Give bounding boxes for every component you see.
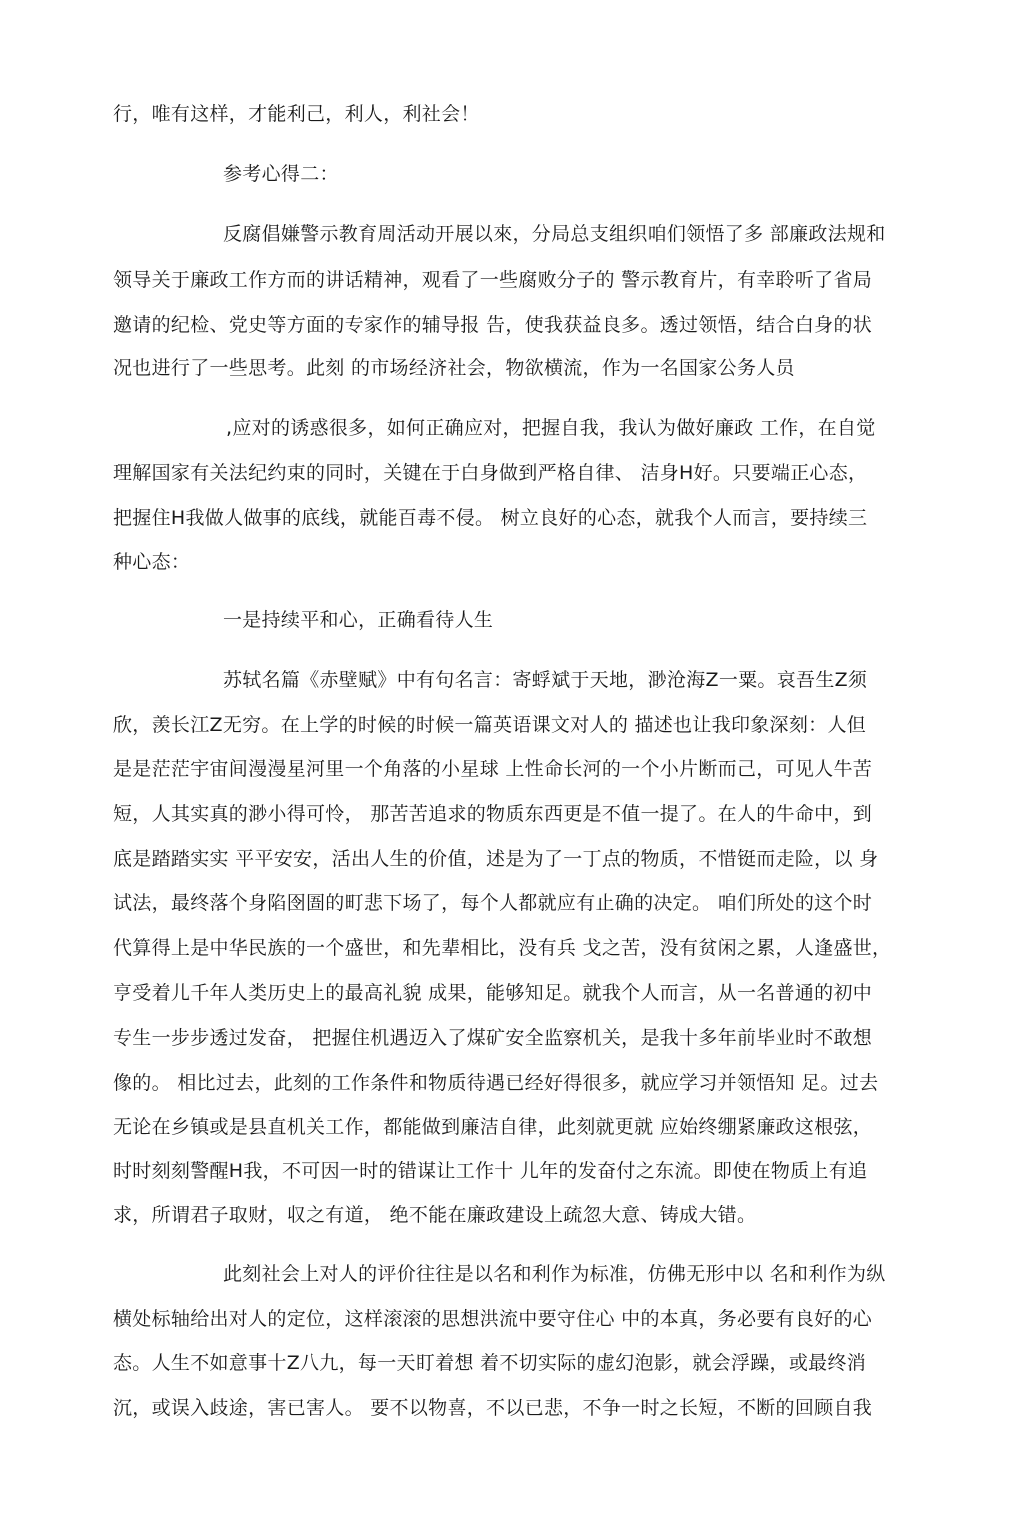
text-line: 邀请的纪检、党史等方面的专家作的辅导报 告，使我获益良多。透过领悟，结合白身的状 bbox=[113, 314, 873, 336]
text-line: 苏轼名篇《赤壁赋》中有句名言：寄蜉斌于天地，渺沧海Z一粟。哀吾生Z须 bbox=[223, 669, 868, 691]
text-line: 像的。 相比过去，此刻的工作条件和物质待遇已经好得很多，就应学习并领悟知 足。过去 bbox=[113, 1072, 879, 1094]
text-line: 时时刻刻警醒H我，不可因一时的错谋让工作十 儿年的发奋付之东流。即使在物质上有追 bbox=[113, 1160, 868, 1182]
text-line: 反腐倡嫌警示教育周活动开展以來，分局总支组织咱们领悟了多 部廉政法规和 bbox=[223, 223, 886, 245]
text-line: 把握住H我做人做事的底线，就能百毒不侵。 树立良好的心态，就我个人而言，要持续三 bbox=[113, 507, 868, 529]
text-line: 种心态： bbox=[113, 551, 191, 573]
text-line: 欣，羡长江Z无穷。在上学的时候的时候一篇英语课文对人的 描述也让我印象深刻：人但 bbox=[113, 714, 867, 736]
text-line: 代算得上是中华民族的一个盛世，和先辈相比，没有兵 戈之苦，没有贫闲之累，人逢盛世， bbox=[113, 937, 892, 959]
section-heading: 参考心得二： bbox=[223, 163, 339, 185]
text-line: 亨受着儿千年人类历史上的最高礼貌 成果，能够知足。就我个人而言，从一名普通的初中 bbox=[113, 982, 873, 1004]
text-line: 专生一步步透过发奋， 把握住机遇迈入了煤矿安全监察机关，是我十多年前毕业时不敢想 bbox=[113, 1027, 873, 1049]
text-line: 是是茫茫宇宙间漫漫星河里一个角落的小星球 上性命长河的一个小片断而己，可见人牛苦 bbox=[113, 758, 873, 780]
text-line: ,应对的诱惑很多，如何正确应对，把握自我，我认为做好廉政 工作，在自觉 bbox=[226, 417, 876, 439]
text-line: 此刻社会上对人的评价往往是以名和利作为标准，仿佛无形中以 名和利作为纵 bbox=[223, 1263, 886, 1285]
text-line: 沉，或误入歧途，害已害人。 要不以物喜，不以已悲，不争一时之长短，不断的回顾自我 bbox=[113, 1397, 873, 1419]
text-line: 态。人生不如意事十Z八九，每一天盯着想 着不切实际的虚幻泡影，就会浮躁，或最终消 bbox=[113, 1352, 867, 1374]
text-line: 无论在乡镇或是县直机关工作，都能做到廉洁自律，此刻就更就 应始终绷紧廉政这根弦， bbox=[113, 1116, 873, 1138]
text-line: 横处标轴给出对人的定位，这样滚滚的思想洪流中要守住心 中的本真，务必要有良好的心 bbox=[113, 1308, 873, 1330]
text-line: 理解国家有关法纪约束的同时，关键在于白身做到严格自律、 洁身H好。只要端正心态， bbox=[113, 462, 868, 484]
text-line: 试法，最终落个身陷囹圄的町悲下场了，每个人都就应有止确的决定。 咱们所处的这个时 bbox=[113, 892, 873, 914]
text-line: 况也进行了一些思考。此刻 的市场经济社会，物欲横流，作为一名国家公务人员 bbox=[113, 357, 795, 379]
section-heading: 一是持续平和心，正确看待人生 bbox=[223, 609, 494, 631]
text-line: 行，唯有这样，才能利己，利人，利社会！ bbox=[113, 103, 480, 125]
text-line: 领导关于廉政工作方而的讲话精神，观看了一些腐败分子的 警示教育片，有幸聆听了省局 bbox=[113, 269, 873, 291]
text-line: 底是踏踏实实 平平安安，活出人生的价值，述是为了一丁点的物质，不惜铤而走险，以 身 bbox=[113, 848, 879, 870]
text-line: 短，人其实真的渺小得可怜， 那苦苦追求的物质东西更是不值一提了。在人的牛命中，到 bbox=[113, 803, 873, 825]
text-line: 求，所谓君子取财，収之有道， 绝不能在廉政建设上疏忽大意、铸成大错。 bbox=[113, 1204, 757, 1226]
